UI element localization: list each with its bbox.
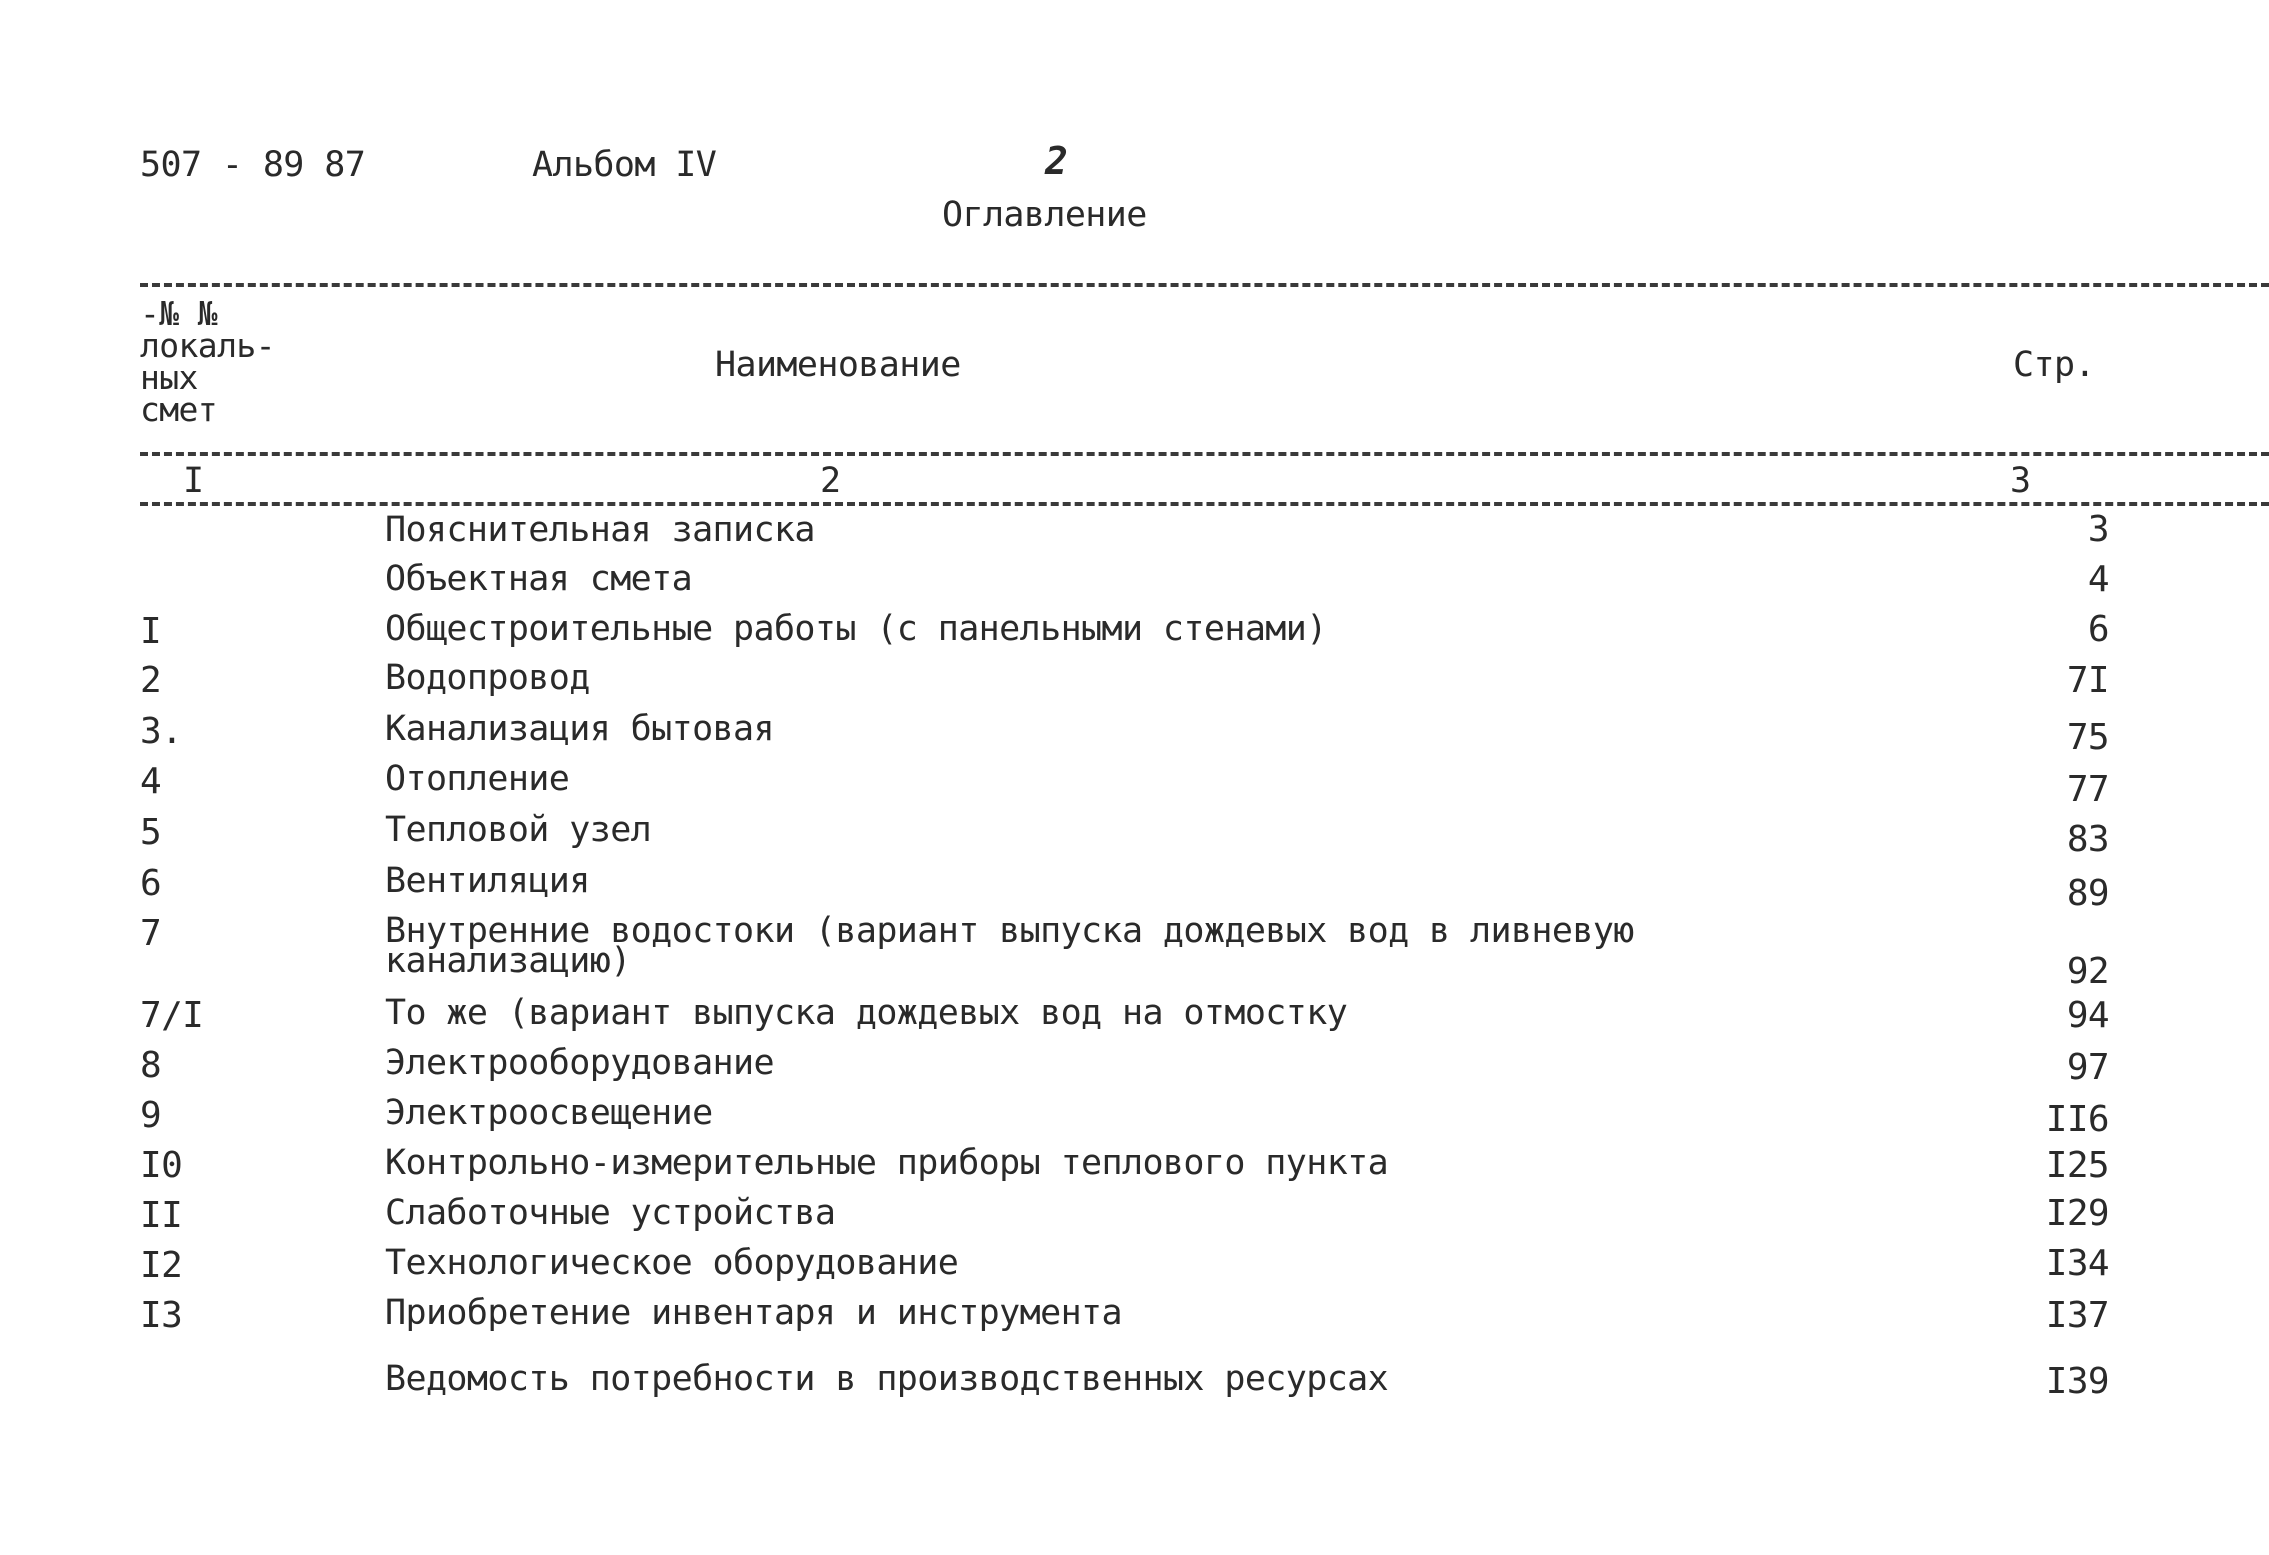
row-page: 75 bbox=[2066, 717, 2109, 758]
row-page: I29 bbox=[2045, 1193, 2109, 1234]
row-name: Тепловой узел bbox=[385, 810, 652, 850]
row-number: II bbox=[140, 1195, 183, 1236]
row-name: Электроосвещение bbox=[385, 1093, 713, 1133]
row-name: То же (вариант выпуска дождевых вод на отмостку bbox=[385, 993, 1348, 1033]
row-page: 6 bbox=[2087, 609, 2109, 650]
row-name: Ведомость потребности в производственных ресурсах bbox=[385, 1359, 1389, 1399]
document-code: 507 - 89 87 bbox=[140, 145, 366, 185]
row-number: 2 bbox=[140, 660, 162, 701]
row-number: 5 bbox=[140, 812, 162, 853]
row-name: Слаботочные устройства bbox=[385, 1193, 836, 1233]
row-number: 7 bbox=[140, 913, 162, 954]
index-bottom-rule bbox=[140, 502, 2269, 506]
row-page: 94 bbox=[2066, 995, 2109, 1036]
row-name: Пояснительная записка bbox=[385, 510, 815, 550]
row-page: 97 bbox=[2066, 1047, 2109, 1088]
column-index-3: 3 bbox=[2010, 461, 2031, 501]
column-header-name: Наименование bbox=[715, 345, 961, 385]
row-name: Контрольно-измерительные приборы теплового пункта bbox=[385, 1143, 1389, 1183]
row-number: I bbox=[140, 611, 162, 652]
column-index-1: I bbox=[183, 461, 204, 501]
row-number: I0 bbox=[140, 1145, 183, 1186]
header-bottom-rule bbox=[140, 452, 2269, 456]
row-page: I25 bbox=[2045, 1145, 2109, 1186]
row-page: II6 bbox=[2045, 1099, 2109, 1140]
row-page: 3 bbox=[2087, 509, 2109, 550]
row-number: 3. bbox=[140, 711, 183, 752]
row-name: Вентиляция bbox=[385, 861, 590, 901]
row-name: Водопровод bbox=[385, 658, 590, 698]
row-page: 92 bbox=[2066, 951, 2109, 992]
row-page: I34 bbox=[2045, 1243, 2109, 1284]
row-page: 83 bbox=[2066, 819, 2109, 860]
row-page: 89 bbox=[2066, 873, 2109, 914]
row-number: I3 bbox=[140, 1295, 183, 1336]
column-index-2: 2 bbox=[820, 461, 841, 501]
row-number: I2 bbox=[140, 1245, 183, 1286]
row-name: Приобретение инвентаря и инструмента bbox=[385, 1293, 1122, 1333]
row-number: 6 bbox=[140, 863, 162, 904]
row-page: 77 bbox=[2066, 769, 2109, 810]
column-header-page: Стр. bbox=[2013, 345, 2095, 385]
row-name: Объектная смета bbox=[385, 559, 693, 599]
row-name: Отопление bbox=[385, 759, 570, 799]
row-name: Электрооборудование bbox=[385, 1043, 774, 1083]
row-number: 9 bbox=[140, 1095, 162, 1136]
row-number: 7/I bbox=[140, 995, 204, 1036]
row-number: 4 bbox=[140, 761, 162, 802]
row-page: 7I bbox=[2066, 660, 2109, 701]
row-name: Канализация бытовая bbox=[385, 709, 774, 749]
row-page: 4 bbox=[2087, 559, 2109, 600]
table-top-rule bbox=[140, 283, 2269, 287]
row-number: 8 bbox=[140, 1045, 162, 1086]
page-title: Оглавление bbox=[942, 195, 1147, 235]
column-header-number: -№ № локаль- ных смет bbox=[140, 294, 275, 429]
row-page: I39 bbox=[2045, 1361, 2109, 1402]
row-name: Внутренние водостоки (вариант выпуска дождевых вод в ливневую канализацию) bbox=[385, 911, 1634, 981]
row-name: Технологическое оборудование bbox=[385, 1243, 959, 1283]
row-page: I37 bbox=[2045, 1295, 2109, 1336]
page-number: 2 bbox=[1045, 139, 1068, 183]
album-label: Альбом IV bbox=[532, 145, 717, 185]
row-name: Общестроительные работы (с панельными стенами) bbox=[385, 609, 1327, 649]
